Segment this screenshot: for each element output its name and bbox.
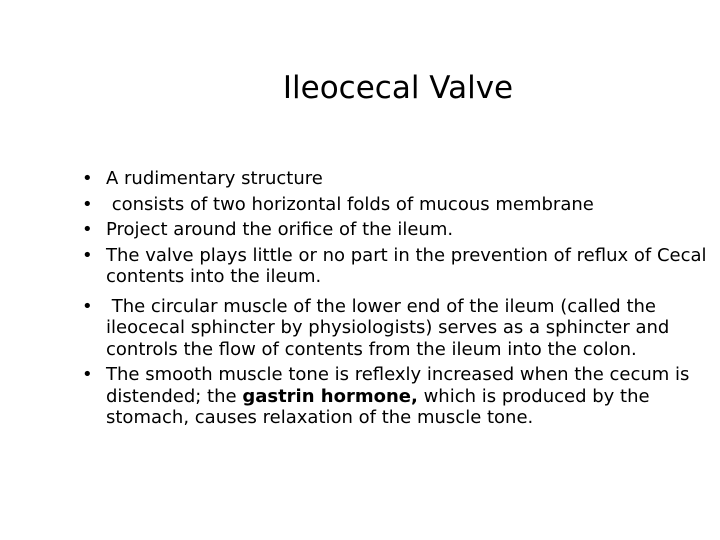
bullet-text: A rudimentary structure xyxy=(106,168,323,189)
bullet-item xyxy=(82,219,712,241)
bullet-item xyxy=(82,296,712,361)
bullet-marker: • xyxy=(82,295,93,317)
bullet-text-before: The smooth muscle tone is reflexly increased when the cecum is distended; the xyxy=(106,364,690,407)
bullet-item xyxy=(82,364,712,429)
bullet-text: consists of two horizontal folds of mucous membrane xyxy=(106,193,594,215)
bullet-text-bold: gastrin hormone, xyxy=(242,385,418,407)
bullet-text: Project around the orifice of the ileum. xyxy=(106,219,454,240)
bullet-marker: • xyxy=(82,219,93,240)
bullet-text-after: which is produced by the stomach, causes relaxation of the muscle tone. xyxy=(106,385,650,428)
bullet-marker: • xyxy=(82,168,93,189)
bullet-list xyxy=(82,168,712,433)
bullet-text: The circular muscle of the lower end of the ileum (called the ileocecal sphincter by physiologists) serves as a sphincter and controls the flow of contents from the ileum into the colon. xyxy=(106,295,676,360)
bullet-marker: • xyxy=(82,193,93,215)
bullet-item xyxy=(82,245,712,288)
bullet-item xyxy=(82,168,712,190)
bullet-item xyxy=(82,194,712,216)
bullet-marker: • xyxy=(82,364,93,385)
slide-title: Ileocecal Valve xyxy=(282,70,514,106)
bullet-marker: • xyxy=(82,244,93,266)
bullet-text: The valve plays little or no part in the prevention of reflux of Cecal contents into the ileum. xyxy=(106,244,707,287)
